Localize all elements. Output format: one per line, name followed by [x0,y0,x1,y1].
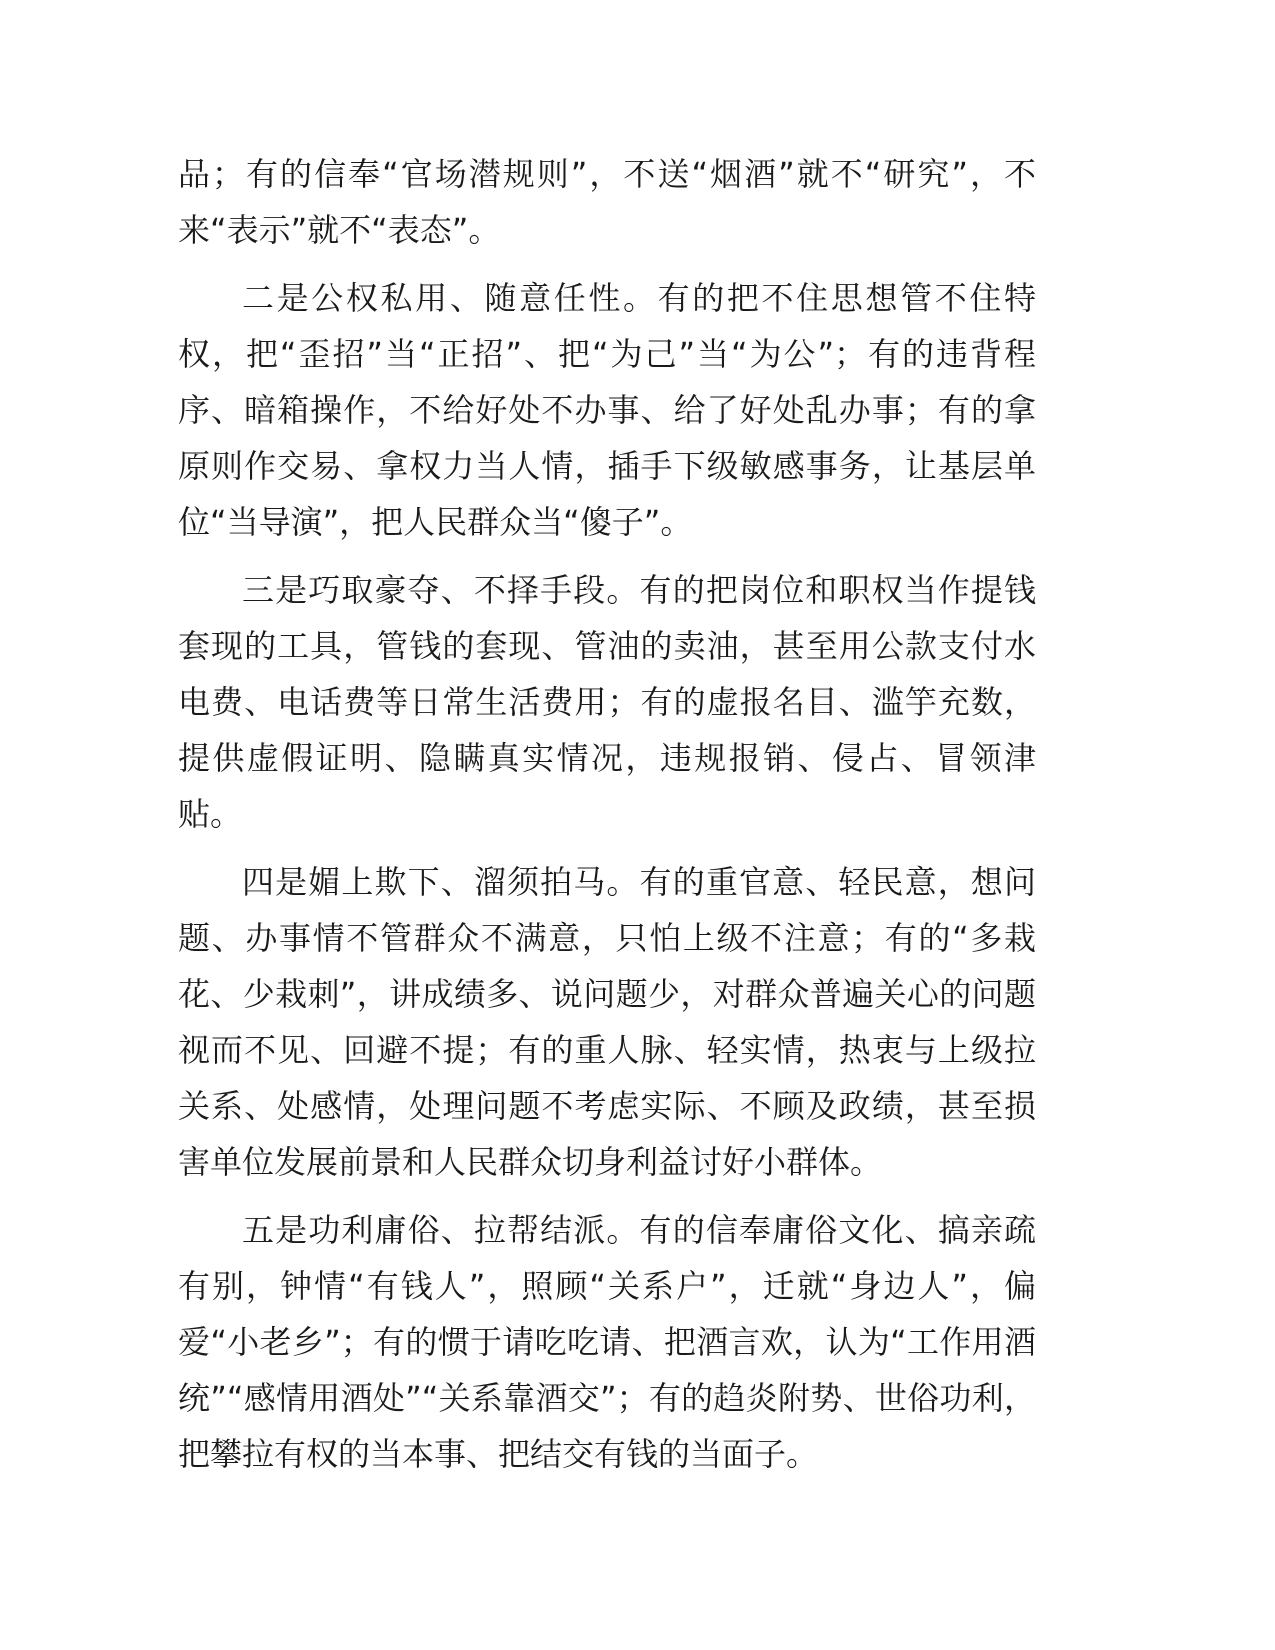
paragraph-point-four: 四是媚上欺下、溜须拍马。有的重官意、轻民意，想问题、办事情不管群众不满意，只怕上级不注意；有的“多栽花、少栽刺”，讲成绩多、说问题少，对群众普遍关心的问题视而不见、回避不提；有的重人脉、轻实情，热衷与上级拉关系、处感情，处理问题不考虑实际、不顾及政绩，甚至损害单位发展前景和人民群众切身利益讨好小群体。 [178,863,1036,1181]
document-body [178,146,1036,1494]
paragraph-point-five: 五是功利庸俗、拉帮结派。有的信奉庸俗文化、搞亲疏有别，钟情“有钱人”，照顾“关系户”，迁就“身边人”，偏爱“小老乡”；有的惯于请吃吃请、把酒言欢，认为“工作用酒统”“感情用酒处”“关系靠酒交”；有的趋炎附势、世俗功利，把攀拉有权的当本事、把结交有钱的当面子。 [178,1211,1036,1473]
paragraph-point-two: 二是公权私用、随意任性。有的把不住思想管不住特权，把“歪招”当“正招”、把“为己”当“为公”；有的违背程序、暗箱操作，不给好处不办事、给了好处乱办事；有的拿原则作交易、拿权力当人情，插手下级敏感事务，让基层单位“当导演”，把人民群众当“傻子”。 [178,279,1036,541]
paragraph-point-three: 三是巧取豪夺、不择手段。有的把岗位和职权当作提钱套现的工具，管钱的套现、管油的卖油，甚至用公款支付水电费、电话费等日常生活费用；有的虚报名目、滥竽充数，提供虚假证明、隐瞒真实情况，违规报销、侵占、冒领津贴。 [178,571,1036,833]
paragraph-continued: 品；有的信奉“官场潜规则”，不送“烟酒”就不“研究”，不来“表示”就不“表态”。 [178,155,1036,249]
